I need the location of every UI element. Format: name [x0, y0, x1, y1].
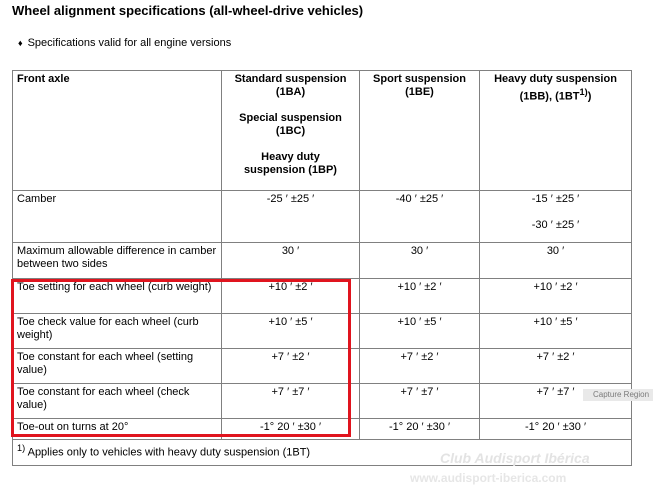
header-front-axle: Front axle [13, 71, 222, 191]
header-heavyduty-line2: (1BB), (1BT$^{1)}$) [519, 87, 592, 103]
value-heavy-duty: +7 ′ ±2 ′ [480, 349, 632, 384]
row-label: Toe setting for each wheel (curb weight) [13, 279, 222, 314]
row-label: Toe check value for each wheel (curb weight) [13, 314, 222, 349]
header-standard-suspension [222, 71, 360, 191]
header-sport-line1: Sport suspension [373, 73, 466, 85]
value-heavy-duty: -15 ′ ±25 ′ -30 ′ ±25 ′ [480, 191, 632, 243]
value-heavy-duty: +7 ′ ±7 ′ [480, 384, 632, 419]
value-sport: -1° 20 ′ ±30 ′ [360, 419, 480, 440]
value-standard: -1° 20 ′ ±30 ′ [222, 419, 360, 440]
header-standard-line1: Standard suspension [234, 73, 347, 85]
value-heavy-duty: -1° 20 ′ ±30 ′ [480, 419, 632, 440]
value-heavy-duty: +10 ′ ±2 ′ [480, 279, 632, 314]
header-heavyduty-line1: Heavy duty suspension [494, 73, 617, 85]
value-sport: +10 ′ ±2 ′ [360, 279, 480, 314]
engine-note-text: Specifications valid for all engine versions [27, 37, 232, 49]
row-label: Toe constant for each wheel (check value) [13, 384, 222, 419]
table-row-toe-check [13, 314, 632, 349]
header-standard-line2: (1BA) [275, 86, 306, 98]
table-row-camber [13, 191, 632, 243]
header-heavy-duty-suspension [480, 71, 632, 191]
value-heavy-duty: +10 ′ ±5 ′ [480, 314, 632, 349]
value-sport: -40 ′ ±25 ′ [360, 191, 480, 243]
value-heavy-duty: 30 ′ [480, 243, 632, 279]
header-heavy-line1: Heavy duty [261, 151, 320, 163]
row-label: Toe constant for each wheel (setting value) [13, 349, 222, 384]
value-standard: +7 ′ ±7 ′ [222, 384, 360, 419]
value-standard: +10 ′ ±2 ′ [222, 279, 360, 314]
row-label: Maximum allowable difference in camber between two sides [13, 243, 222, 279]
footnote-text: Applies only to vehicles with heavy duty suspension (1BT) [25, 446, 311, 459]
value-standard: +10 ′ ±5 ′ [222, 314, 360, 349]
value-sport: 30 ′ [360, 243, 480, 279]
diamond-bullet-icon: ♦ [18, 38, 23, 48]
value-standard: 30 ′ [222, 243, 360, 279]
value-sport: +10 ′ ±5 ′ [360, 314, 480, 349]
table-row-toe-out-on-turns [13, 419, 632, 440]
header-sport-line2: (1BE) [405, 86, 434, 98]
value-standard: +7 ′ ±2 ′ [222, 349, 360, 384]
table-row-camber-difference [13, 243, 632, 279]
table-row-toe-constant-setting [13, 349, 632, 384]
value-standard: -25 ′ ±25 ′ [222, 191, 360, 243]
header-sport-suspension [360, 71, 480, 191]
footnote-ref: 1) [579, 87, 588, 97]
header-special-line1: Special suspension [239, 112, 342, 124]
value-sport: +7 ′ ±7 ′ [360, 384, 480, 419]
value-sport: +7 ′ ±2 ′ [360, 349, 480, 384]
table-row-toe-constant-check [13, 384, 632, 419]
header-special-line2: (1BC) [275, 125, 306, 137]
row-label: Toe-out on turns at 20° [13, 419, 222, 440]
watermark-club-name: Club Audisport Ibérica [440, 450, 590, 466]
alignment-spec-table [12, 70, 632, 466]
engine-note [18, 37, 231, 49]
row-label: Camber [13, 191, 222, 243]
footnote-mark: 1) [17, 443, 26, 453]
header-heavy-line2: suspension (1BP) [244, 164, 337, 176]
table-row-toe-setting [13, 279, 632, 314]
table-header-row [13, 71, 632, 191]
capture-region-tag[interactable]: Capture Region [583, 389, 653, 401]
watermark-url: www.audisport-iberica.com [410, 471, 567, 485]
page-title: Wheel alignment specifications (all-wheel-drive vehicles) [12, 3, 364, 18]
